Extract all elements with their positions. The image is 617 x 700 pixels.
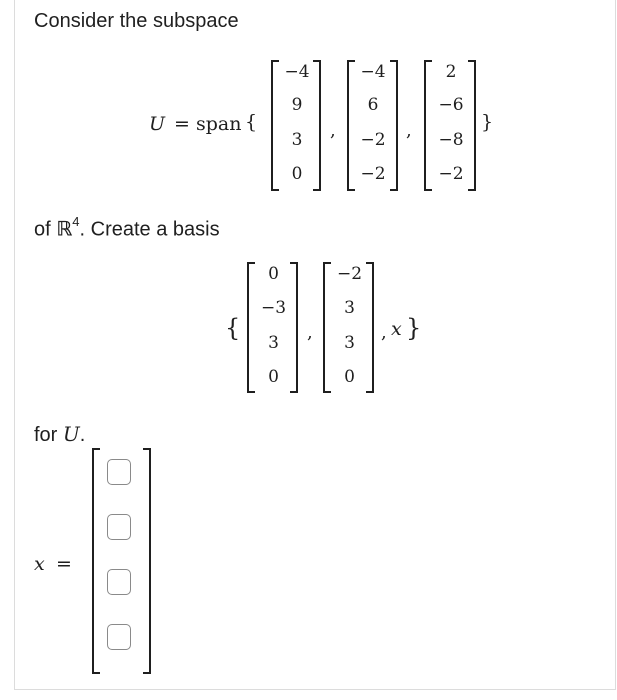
basis-vector-2-entry-1: −2 (336, 264, 363, 284)
for-u-variable: U (62, 422, 80, 446)
for-prefix: for (34, 424, 58, 446)
span-open-brace: { (245, 111, 258, 133)
basis-vector-1-entry-3: 3 (268, 333, 279, 353)
equals-sign: = (174, 113, 190, 135)
basis-close-brace: } (406, 314, 422, 342)
basis-unknown-x: x (391, 318, 402, 340)
subspace-variable: U (149, 113, 166, 135)
span-operator: span (196, 113, 242, 135)
basis-vector-2-entry-3: 3 (344, 333, 355, 353)
basis-vector-1-entry-4: 0 (268, 367, 279, 387)
basis-vector-1-entry-2: −3 (260, 298, 287, 318)
vector-1-entry-4: 0 (291, 164, 303, 184)
basis-vector-1-entry-1: 0 (268, 264, 279, 284)
vector-1-entry-2: 9 (291, 95, 303, 115)
for-u-text (34, 422, 85, 447)
basis-vector-2-entry-4: 0 (344, 367, 355, 387)
basis-comma-2: , (381, 322, 387, 343)
vector-1-entry-3: 3 (291, 130, 303, 150)
answer-right-bracket (143, 448, 151, 674)
answer-equals-sign: = (56, 553, 72, 575)
vector-2-entry-3: −2 (360, 130, 386, 150)
of-space-text (34, 216, 220, 242)
vector-2-entry-2: 6 (367, 95, 379, 115)
basis-open-brace: { (225, 314, 241, 342)
basis-comma-1: , (307, 322, 313, 343)
answer-entry-1-input[interactable] (107, 459, 131, 485)
real-numbers-symbol: ℝ (56, 216, 73, 241)
answer-variable-x: x (34, 553, 45, 575)
basis-vector-2-entry-2: 3 (344, 298, 355, 318)
answer-entry-4-input[interactable] (107, 624, 131, 650)
vector-1-entry-1: −4 (284, 62, 310, 82)
span-comma-1: , (330, 120, 336, 141)
for-u-period: . (79, 424, 86, 446)
span-close-brace: } (481, 111, 494, 133)
vector-3-entry-4: −2 (438, 164, 464, 184)
vector-2-entry-1: −4 (360, 62, 386, 82)
create-basis-text: . Create a basis (79, 218, 220, 241)
answer-left-bracket (92, 448, 100, 674)
dimension-exponent: 4 (72, 214, 80, 229)
vector-2-entry-4: −2 (360, 164, 386, 184)
vector-3-entry-3: −8 (438, 130, 464, 150)
span-comma-2: , (406, 120, 412, 141)
vector-3-entry-1: 2 (445, 62, 457, 82)
intro-text: Consider the subspace (34, 10, 239, 32)
vector-3-entry-2: −6 (438, 95, 464, 115)
answer-entry-2-input[interactable] (107, 514, 131, 540)
of-prefix: of (34, 218, 51, 241)
answer-entry-3-input[interactable] (107, 569, 131, 595)
